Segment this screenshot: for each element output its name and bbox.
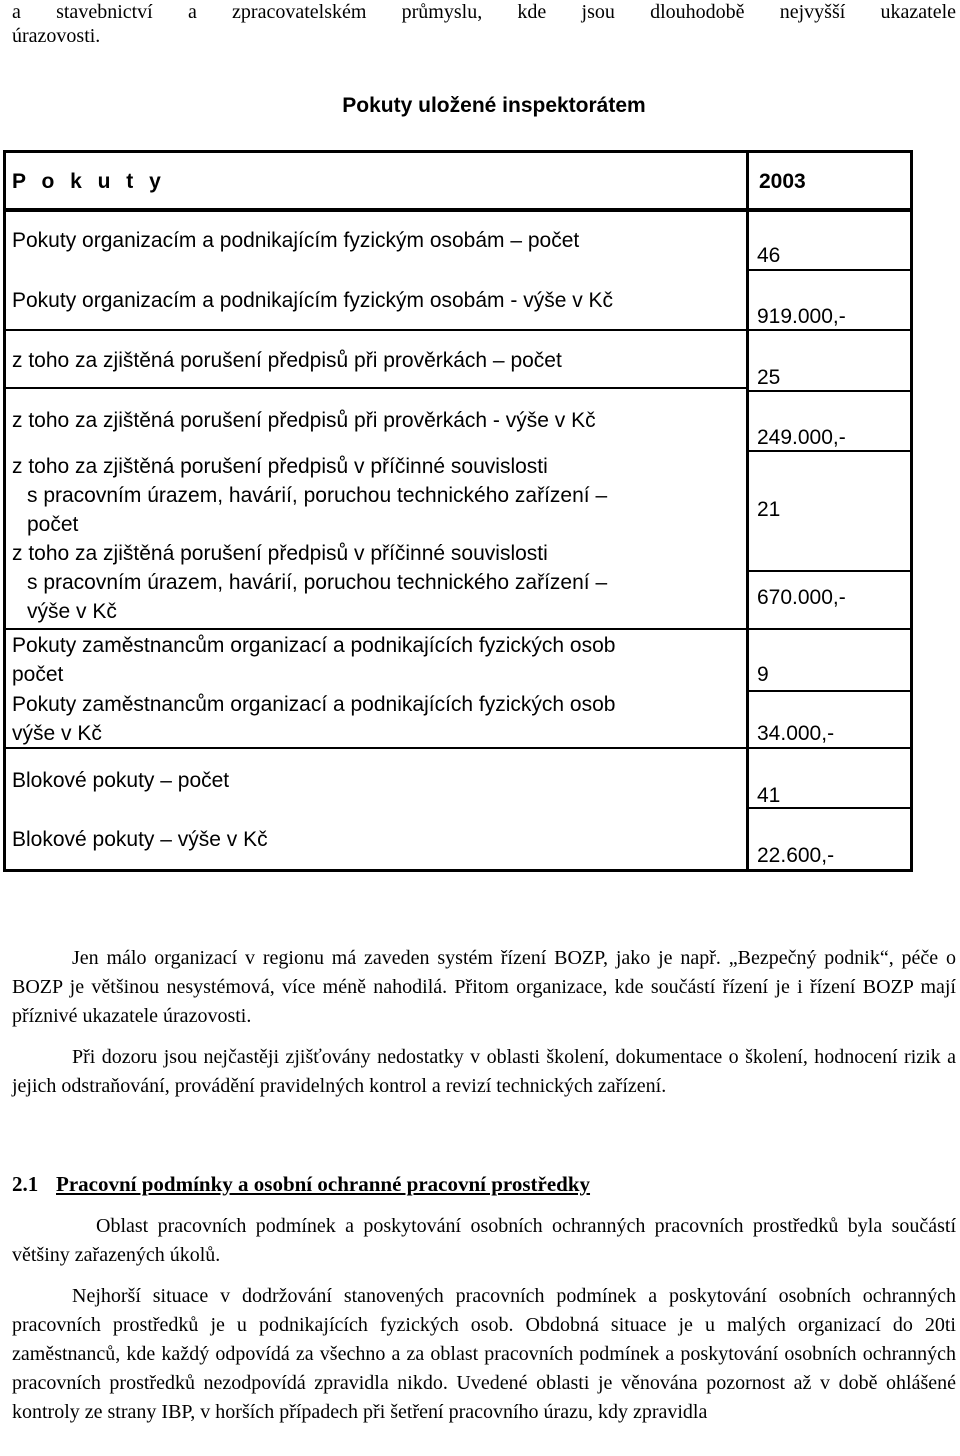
intro-line-1: a stavebnictví a zpracovatelském průmyslu, kde jsou dlouhodobě nejvyšší ukazatele xyxy=(12,1,956,23)
table-row-label: Pokuty zaměstnancům organizací a podnikajících fyzických osob xyxy=(12,634,616,657)
table-row-label: počet xyxy=(12,663,64,686)
table-row-value: 919.000,- xyxy=(757,305,846,328)
table-row-label: Pokuty organizacím a podnikajícím fyzickým osobám - výše v Kč xyxy=(12,289,614,312)
table-row-divider xyxy=(3,387,749,389)
table-row-label: počet xyxy=(27,513,79,536)
table-row-label: Pokuty organizacím a podnikajícím fyzickým osobám – počet xyxy=(12,229,580,252)
table-row-label: Pokuty zaměstnancům organizací a podnikajících fyzických osob xyxy=(12,693,616,716)
paragraph: Jen málo organizací v regionu má zaveden systém řízení BOZP, jako je např. „Bezpečný podnik“, péče o BOZP je většinou nesystémová, více méně nahodilá. Přitom organizace, kde součástí řízení je i řízení BOZP mají příznivé ukazatele úrazovosti. xyxy=(12,947,956,1027)
table-border-left xyxy=(3,150,6,872)
section-heading xyxy=(12,1172,590,1197)
table-row-value: 21 xyxy=(757,498,781,521)
table-row-label: z toho za zjištěná porušení předpisů v příčinné souvislosti xyxy=(12,542,548,565)
paragraph: Nejhorší situace v dodržování stanovených pracovních podmínek a poskytování osobních ochranných pracovních prostředků je u podnikajících fyzických osob. Obdobná situace je u malých organizací do 20ti zaměstnanců, kde každý odpovídá za všechno a za oblast pracovních podmínek a poskytování osobních ochranných pracovních prostředků nezodpovídá zpravidla nikdo. Uvedené oblasti je věnována pozornost až v době ohlášené kontroly ze strany IBP, v horších případech při šetření pracovního úrazu, kdy zpravidla xyxy=(12,1285,956,1423)
table-title: Pokuty uložené inspektorátem xyxy=(342,94,646,117)
table-header-year: 2003 xyxy=(759,170,806,193)
table-row-value: 34.000,- xyxy=(757,722,835,745)
table-header-label: P o k u t y xyxy=(12,170,166,193)
fines-table xyxy=(3,150,913,872)
table-row-value: 9 xyxy=(757,663,769,686)
section-title: Pracovní podmínky a osobní ochranné pracovní prostředky xyxy=(56,1172,591,1196)
table-row-label: Blokové pokuty – výše v Kč xyxy=(12,828,268,851)
paragraph: Při dozoru jsou nejčastěji zjišťovány nedostatky v oblasti školení, dokumentace o školení, hodnocení rizik a jejich odstraňování, provádění pravidelných kontrol a revizí technických zařízení. xyxy=(12,1046,956,1097)
table-row-label: Blokové pokuty – počet xyxy=(12,769,230,792)
table-row-label: s pracovním úrazem, havárií, poruchou technického zařízení – xyxy=(27,571,608,594)
table-row-label: z toho za zjištěná porušení předpisů při prověrkách – počet xyxy=(12,349,562,372)
table-row-value: 25 xyxy=(757,366,781,389)
section-number: 2.1 xyxy=(12,1172,39,1196)
intro-line-2: úrazovosti. xyxy=(12,25,101,47)
table-row-value: 249.000,- xyxy=(757,426,846,449)
table-row-label: s pracovním úrazem, havárií, poruchou technického zařízení – xyxy=(27,484,608,507)
table-row-value: 670.000,- xyxy=(757,586,846,609)
table-row-label: z toho za zjištěná porušení předpisů při prověrkách - výše v Kč xyxy=(12,409,596,432)
table-column-divider xyxy=(746,150,749,872)
table-row-label: výše v Kč xyxy=(12,722,102,745)
table-row-value: 22.600,- xyxy=(757,844,835,867)
table-row-value: 41 xyxy=(757,784,781,807)
table-cell-divider xyxy=(749,690,913,692)
table-row-value: 46 xyxy=(757,244,781,267)
paragraph: Oblast pracovních podmínek a poskytování osobních ochranných pracovních prostředků byla součástí většiny zařazených úkolů. xyxy=(12,1215,956,1266)
table-row-divider xyxy=(3,628,913,630)
table-row-label: výše v Kč xyxy=(27,600,117,623)
table-border-right xyxy=(910,150,913,872)
table-border-top xyxy=(3,150,913,153)
table-header-divider xyxy=(3,208,913,212)
table-cell-divider xyxy=(749,570,913,572)
table-row-label: z toho za zjištěná porušení předpisů v příčinné souvislosti xyxy=(12,455,548,478)
